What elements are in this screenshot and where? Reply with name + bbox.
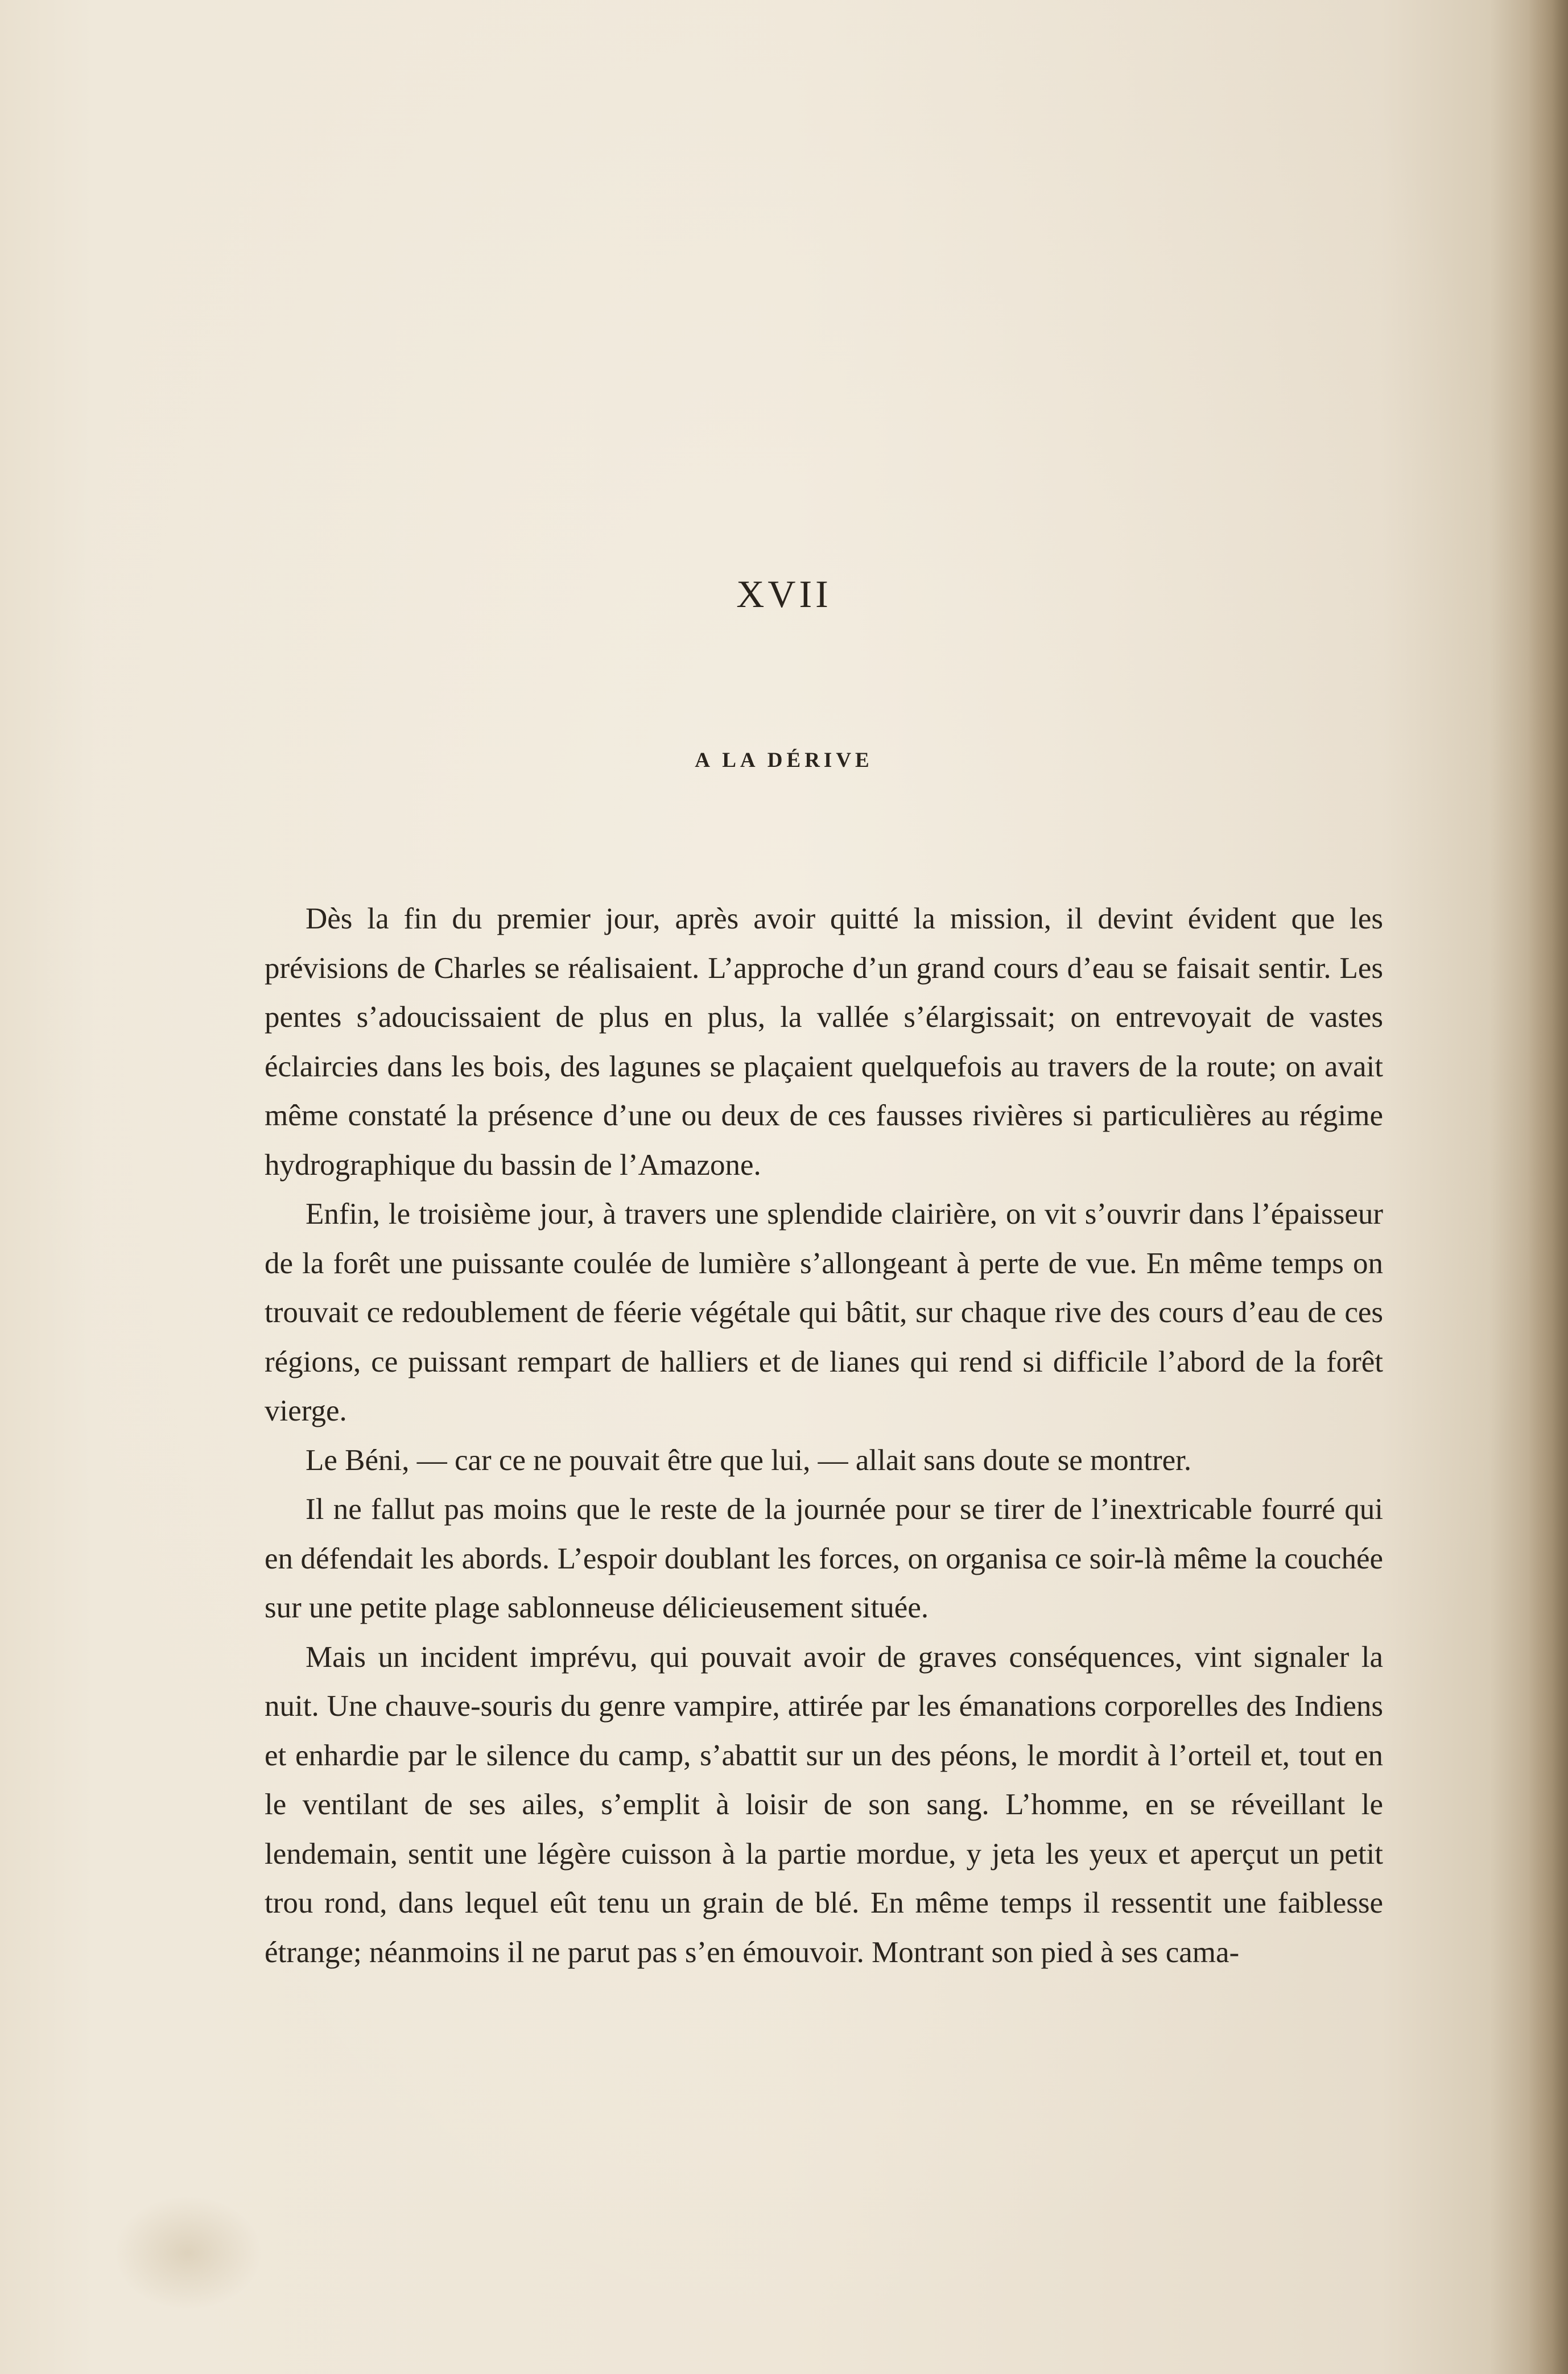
paragraph-5: Mais un incident imprévu, qui pouvait avoir de graves conséquences, vint signaler la nuit. Une chauve-souris du genre vampire, attirée par les émanations corporelles des Indiens et enhardie par le silence du camp, s’abattit sur un des péons, le mordit à l’orteil et, tout en le ventilant de ses ailes, s’emplit à loisir de son sang. L’homme, en se réveillant le lendemain, sentit une légère cuisson à la partie mordue, y jeta les yeux et aperçut un petit trou rond, dans lequel eût tenu un grain de blé. En même temps il ressentit une faiblesse étrange; néanmoins il ne parut pas s’en émouvoir. Montrant son pied à ses cama- [265,1640,1383,1969]
paper-stain [114,2196,262,2310]
chapter-number: XVII [736,572,832,616]
paragraph-2: Enfin, le troisième jour, à travers une splendide clairière, on vit s’ouvrir dans l’épaisseur de la forêt une puissante coulée de lumière s’allongeant à perte de vue. En même temps on trouvait ce redoublement de féerie végétale qui bâtit, sur chaque rive des cours d’eau de ces régions, ce puissant rempart de halliers et de lianes qui rend si difficile l’abord de la forêt vierge. [265,1198,1383,1427]
paragraph-1: Dès la fin du premier jour, après avoir quitté la mission, il devint évident que les prévisions de Charles se réalisaient. L’approche d’un grand cours d’eau se faisait sentir. Les pentes s’adoucissaient de plus en plus, la vallée s’élargissait; on entrevoyait de vastes éclaircies dans les bois, des lagunes se plaçaient quelquefois au travers de la route; on avait même constaté la présence d’une ou deux de ces fausses rivières si particulières au régime hydrographique du bassin de l’Amazone. [265,902,1383,1182]
chapter-body [265,894,1383,1977]
page-edge-shadow [1528,0,1568,2374]
paragraph-4: Il ne fallut pas moins que le reste de la journée pour se tirer de l’inextricable fourré qui en défendait les abords. L’espoir doublant les forces, on organisa ce soir-là même la couchée sur une petite plage sablonneuse délicieusement située. [265,1493,1383,1624]
chapter-title: A LA DÉRIVE [695,749,873,772]
paragraph-3: Le Béni, — car ce ne pouvait être que lui, — allait sans doute se montrer. [306,1443,1192,1477]
